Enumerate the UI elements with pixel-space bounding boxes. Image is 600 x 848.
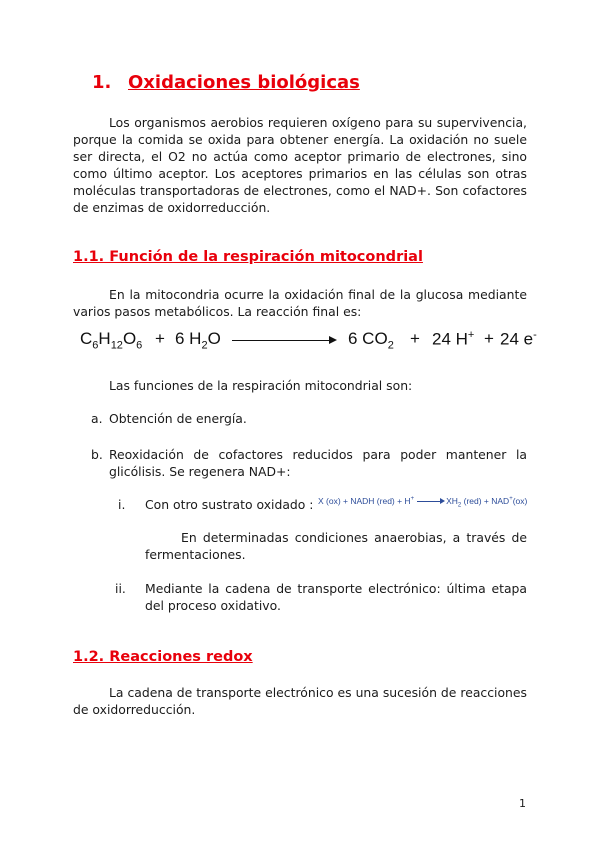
equation-plus: + [155,329,165,348]
intro-paragraph: Los organismos aerobios requieren oxígeno para su supervivencia, porque la comida se oxida para obtener energía. La oxidación no suele ser directa, el O2 no actúa como aceptor primario de electrones, sino como último aceptor. Los aceptores primarios en las células son otras moléculas transportadoras de electrones, como el NAD+. Son cofactores de enzimas de oxidorreducción. [73,115,527,215]
anaerobic-paragraph: En determinadas condiciones anaerobias, a través de fermentaciones. [145,530,527,562]
reaction-arrow-head [329,336,337,344]
list-item-a: Obtención de energía. [109,411,247,426]
heading-title: Oxidaciones biológicas [128,72,360,93]
equation-protons: 24 H+ [432,329,475,349]
equation-glucose: $C_6H_{12}O_6$ [80,329,143,352]
equation-plus: + [410,329,420,348]
equation-electrons: 24 e- [500,329,537,349]
equation-plus: + [484,329,494,348]
main-heading [92,72,360,93]
nadh-reaction-image: X (ox) + NADH (red) + H+ $XH_2$ (red) + NAD+(ox) [318,496,528,509]
section-1-1-heading: 1.1. Función de la respiración mitocondrial [73,249,423,265]
reaction-arrow [232,340,332,341]
list-item-b: Reoxidación de cofactores reducidos para poder mantener la glicólisis. Se regenera NAD+: [109,447,527,479]
sublist-item-i: Con otro sustrato oxidado : [145,497,314,512]
equation-co2: 6 $CO_2$ [348,329,394,352]
page-number: 1 [519,797,526,810]
mini-reaction-arrow [417,501,443,502]
section-1-2-paragraph: La cadena de transporte electrónico es una sucesión de reacciones de oxidorreducción. [73,685,527,717]
section-1-1-paragraph: En la mitocondria ocurre la oxidación final de la glucosa mediante varios pasos metabólicos. La reacción final es: [73,287,527,319]
list-marker-a: a. [91,411,103,426]
sublist-item-ii: Mediante la cadena de transporte electrónico: última etapa del proceso oxidativo. [145,581,527,613]
list-marker-b: b. [91,447,103,462]
heading-number: 1. [92,72,112,93]
sublist-marker-ii: ii. [115,581,126,596]
section-1-2-heading: 1.2. Reacciones redox [73,649,253,665]
equation-water: 6 $H_2O$ [175,329,221,352]
glucose-oxidation-equation [80,326,537,352]
functions-intro: Las funciones de la respiración mitocondrial son: [109,378,413,393]
sublist-marker-i: i. [118,497,126,512]
